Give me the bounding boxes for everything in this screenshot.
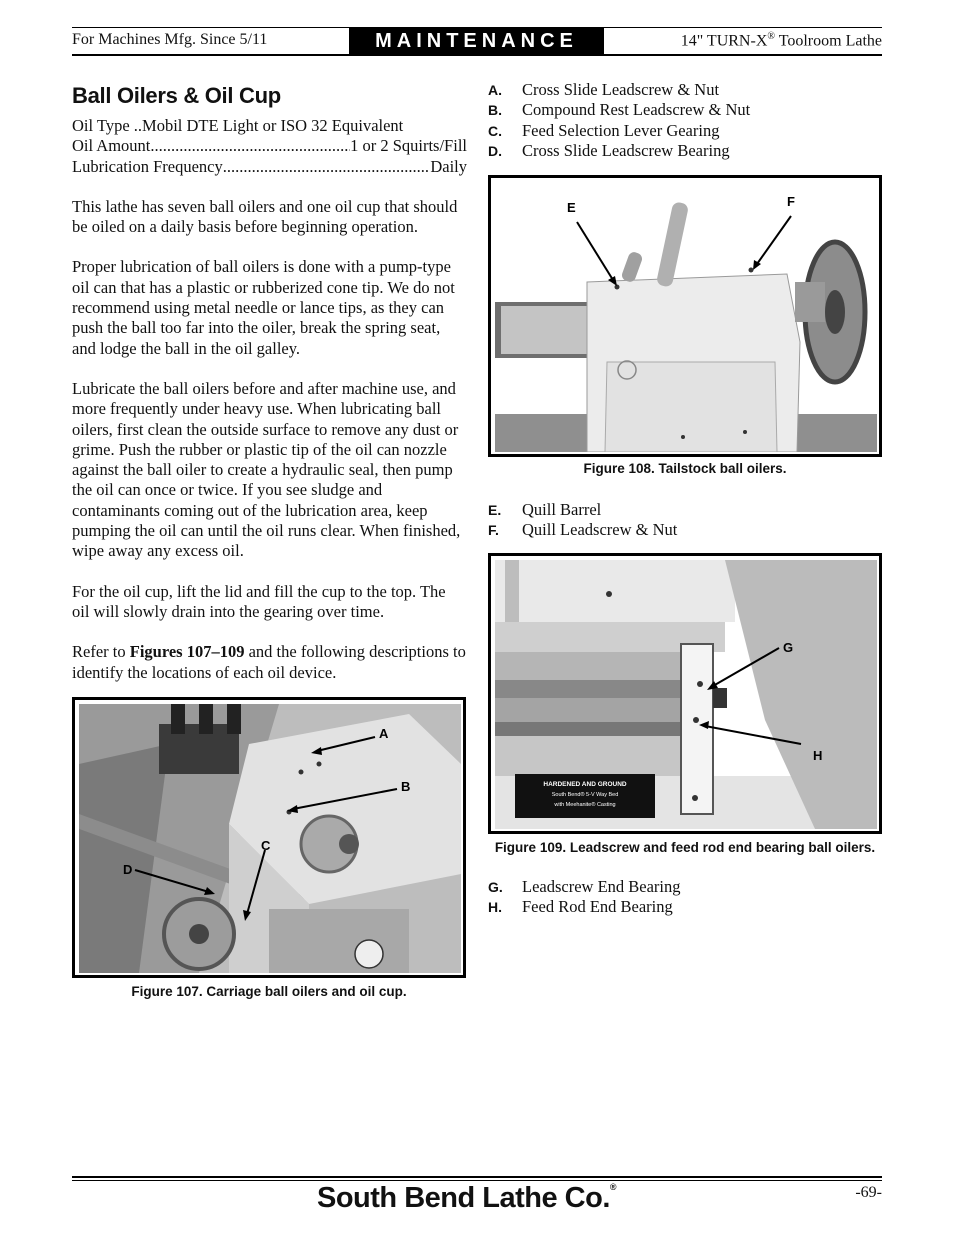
footer-rule-thick xyxy=(72,1176,882,1178)
callout-f: F xyxy=(787,194,795,210)
refer-figures: Figures 107–109 xyxy=(129,642,245,662)
callout-c: C xyxy=(261,837,271,853)
list-key: C. xyxy=(488,122,502,139)
header-right-main: 14" TURN-X xyxy=(680,32,768,50)
section-badge: MAINTENANCE xyxy=(349,27,604,55)
callout-h: H xyxy=(813,747,823,763)
list-key: E. xyxy=(488,502,502,519)
list-text: Feed Rod End Bearing xyxy=(522,897,673,917)
brand-logo xyxy=(317,1182,616,1215)
header-right-text xyxy=(681,31,882,50)
header-right-reg: ® xyxy=(767,31,775,42)
spec-label: Oil Amount xyxy=(72,136,151,156)
nameplate-line: South Bend® 5-V Way Bed xyxy=(551,791,619,798)
left-column xyxy=(72,80,467,1001)
figure-107 xyxy=(72,697,466,978)
refer-pre: Refer to xyxy=(72,642,130,662)
refer-post: and the following descriptions to identify the locations of each oil device. xyxy=(72,642,466,682)
paragraph-refer xyxy=(72,642,467,683)
list-key: D. xyxy=(488,142,502,159)
page-number: -69- xyxy=(855,1184,882,1201)
list-text: Quill Barrel xyxy=(522,500,602,520)
page-footer xyxy=(72,1176,882,1214)
list-text: Feed Selection Lever Gearing xyxy=(522,120,720,140)
spec-oil-amount xyxy=(72,136,467,156)
brand-text: South Bend Lathe Co. xyxy=(317,1182,610,1214)
page-header xyxy=(72,27,882,55)
paragraph-intro: This lathe has seven ball oilers and one oil cup that should be oiled on a daily basis before beginning operation. xyxy=(72,196,458,237)
figure-108-photo xyxy=(495,182,877,452)
right-column xyxy=(488,80,882,917)
callout-e: E xyxy=(567,200,576,216)
header-right-tail: Toolroom Lathe xyxy=(774,32,882,50)
list-text: Cross Slide Leadscrew Bearing xyxy=(522,140,730,160)
nameplate-line: with Meehanite® Casting xyxy=(554,801,616,808)
list-item xyxy=(488,520,882,540)
callout-g: G xyxy=(783,639,794,655)
figure-107-photo xyxy=(79,704,461,973)
list-item xyxy=(488,80,882,100)
figure-108 xyxy=(488,175,882,457)
list-gh xyxy=(488,877,882,918)
tailstock-illustration xyxy=(495,182,877,452)
list-text: Compound Rest Leadscrew & Nut xyxy=(522,100,751,120)
paragraph-procedure: Lubricate the ball oilers before and after machine use, and more frequently under heavy use. When lubricating ball oilers, first clean the outside surface to remove any dust or grime. Push the rubber or plastic tip of the oil can nozzle against the ball oiler to create a hydraulic seal, then pump the oil can once or twice. If you see sludge and contaminants coming out of the lubrication area, keep pumping the oil can until the oil runs clear. When finished, wipe away any excess oil. xyxy=(72,378,461,561)
list-text: Leadscrew End Bearing xyxy=(522,876,681,896)
spec-leader-dots xyxy=(223,157,431,177)
nameplate-line: HARDENED AND GROUND xyxy=(543,780,627,788)
brand-reg: ® xyxy=(609,1182,617,1192)
figure-107-caption: Figure 107. Carriage ball oilers and oil cup. xyxy=(131,983,407,999)
header-left-text: For Machines Mfg. Since 5/11 xyxy=(72,31,268,48)
list-text: Quill Leadscrew & Nut xyxy=(522,520,678,540)
list-item xyxy=(488,121,882,141)
callout-b: B xyxy=(401,778,411,794)
bed-nameplate xyxy=(515,774,655,818)
list-key: F. xyxy=(488,522,499,539)
spec-label: Lubrication Frequency xyxy=(72,156,223,176)
figure-109-photo xyxy=(495,560,877,829)
section-title: Ball Oilers & Oil Cup xyxy=(72,83,281,108)
spec-oil-type xyxy=(72,116,467,136)
spec-value: Daily xyxy=(430,156,467,176)
callout-a: A xyxy=(379,725,389,741)
spec-lubrication-frequency xyxy=(72,157,467,177)
list-key: A. xyxy=(488,82,502,98)
callout-d: D xyxy=(123,861,133,877)
spec-label: Oil Type .. xyxy=(72,116,143,135)
list-item xyxy=(488,500,882,520)
paragraph-oil-cup: For the oil cup, lift the lid and fill the cup to the top. The oil will slowly drain into the gearing over time. xyxy=(72,581,446,621)
figure-109-caption: Figure 109. Leadscrew and feed rod end bearing ball oilers. xyxy=(494,839,876,855)
list-item xyxy=(488,877,882,897)
list-ef xyxy=(488,500,882,541)
list-key: G. xyxy=(488,878,503,895)
list-item xyxy=(488,141,882,161)
figure-108-caption: Figure 108. Tailstock ball oilers. xyxy=(583,461,787,477)
list-text: Cross Slide Leadscrew & Nut xyxy=(522,80,720,99)
list-key: H. xyxy=(488,899,502,916)
list-abcd xyxy=(488,80,882,161)
list-item xyxy=(488,100,882,120)
spec-leader-dots xyxy=(150,136,350,156)
spec-value: 1 or 2 Squirts/Fill xyxy=(350,136,467,156)
list-key: B. xyxy=(488,102,502,119)
figure-109 xyxy=(488,553,882,834)
footer-rule-thin xyxy=(72,1180,882,1181)
paragraph-proper-lubrication: Proper lubrication of ball oilers is done with a pump-type oil can that has a plastic or rubberized cone tip. We do not recommend using metal needle or lance tips, as they can push the ball too far into the oiler, break the spring seat, and lodge the ball in the oil galley. xyxy=(72,257,455,358)
spec-value: Mobil DTE Light or ISO 32 Equivalent xyxy=(142,116,404,135)
list-item xyxy=(488,897,882,917)
